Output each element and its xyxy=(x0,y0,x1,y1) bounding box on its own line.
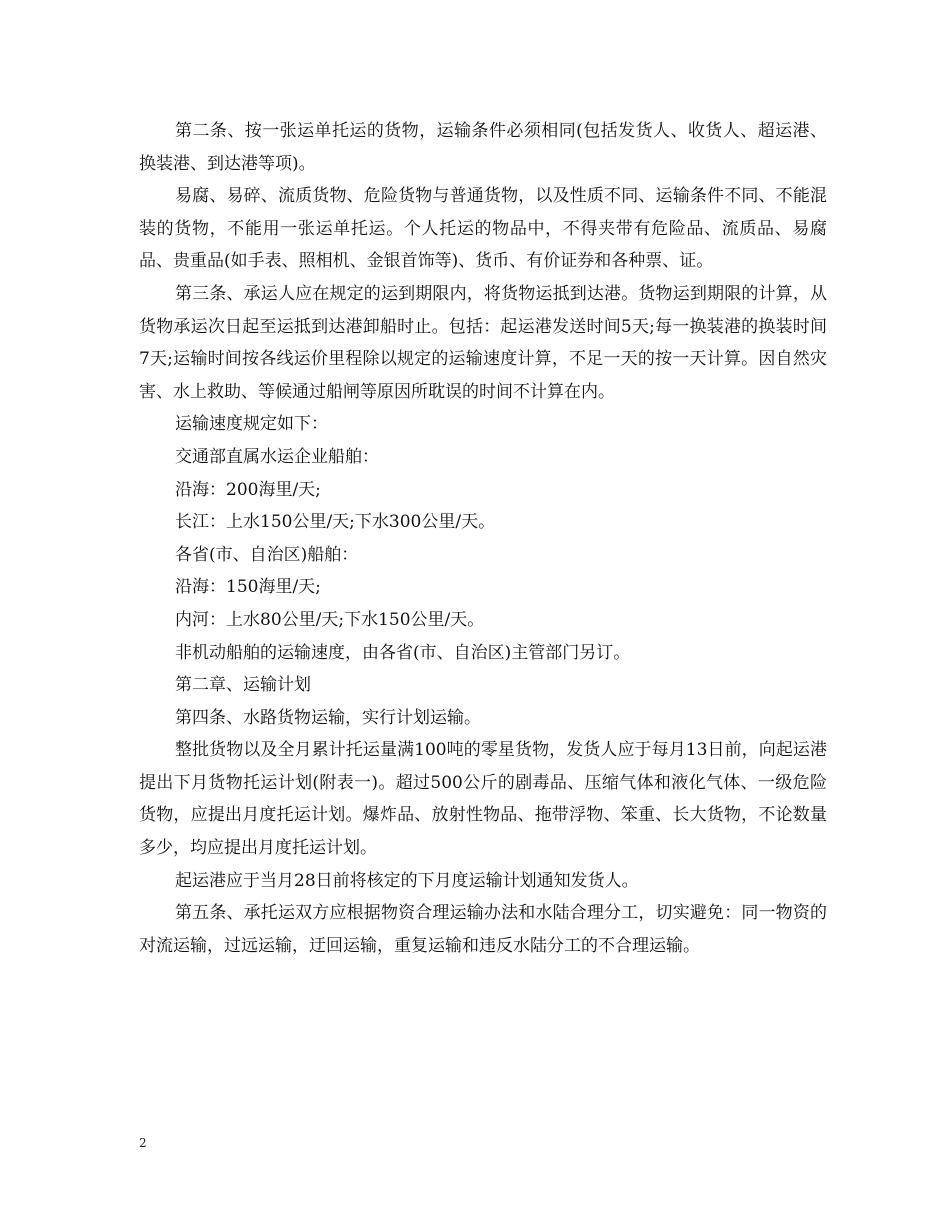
paragraph-inland-river: 内河：上水80公里/天;下水150公里/天。 xyxy=(175,609,485,630)
paragraph-provincial-ships: 各省(市、自治区)船舶： xyxy=(175,544,359,565)
paragraph-coastal-ministry: 沿海：200海里/天; xyxy=(175,479,321,500)
page-number: 2 xyxy=(139,1136,147,1150)
paragraph-article-3: 第三条、承运人应在规定的运到期限内，将货物运抵到达港。货物运到期限的计算，从货物承运次日起至运抵到达港卸船时止。包括：起运港发送时间5天;每一换装港的换装时间7天;运输时间按各线运价里程除以规定的运输速度计算，不足一天的按一天计算。因自然灾害、水上救助、等候通过船闸等原因所耽误的时间不计算在内。 xyxy=(139,283,827,402)
paragraph-article-5: 第五条、承托运双方应根据物资合理运输办法和水陆合理分工，切实避免：同一物资的对流运输，过远运输，迂回运输，重复运输和违反水陆分工的不合理运输。 xyxy=(139,903,827,956)
paragraph-yangtze: 长江：上水150公里/天;下水300公里/天。 xyxy=(175,512,496,533)
chapter-heading: 第二章、运输计划 xyxy=(175,675,311,696)
paragraph-non-motorized: 非机动船舶的运输速度，由各省(市、自治区)主管部门另订。 xyxy=(175,642,631,663)
document-body xyxy=(139,115,827,962)
paragraph-article-4: 第四条、水路货物运输，实行计划运输。 xyxy=(175,707,481,728)
paragraph-prohibited-goods: 易腐、易碎、流质货物、危险货物与普通货物，以及性质不同、运输条件不同、不能混装的货物，不能用一张运单托运。个人托运的物品中，不得夹带有危险品、流质品、易腐品、贵重品(如手表、照相机、金银首饰等)、货币、有价证券和各种票、证。 xyxy=(139,186,827,272)
paragraph-coastal-provincial: 沿海：150海里/天; xyxy=(175,577,321,598)
paragraph-monthly-plan: 整批货物以及全月累计托运量满100吨的零星货物，发货人应于每月13日前，向起运港提出下月货物托运计划(附表一)。超过500公斤的剧毒品、压缩气体和液化气体、一级危险货物，应提出月度托运计划。爆炸品、放射性物品、拖带浮物、笨重、长大货物，不论数量多少，均应提出月度托运计划。 xyxy=(139,740,827,859)
paragraph-article-2: 第二条、按一张运单托运的货物，运输条件必须相同(包括发货人、收货人、超运港、换装港、到达港等项)。 xyxy=(139,121,827,174)
paragraph-ministry-ships: 交通部直属水运企业船舶： xyxy=(175,446,379,467)
paragraph-notification: 起运港应于当月28日前将核定的下月度运输计划通知发货人。 xyxy=(175,870,639,891)
paragraph-speed-intro: 运输速度规定如下： xyxy=(175,414,328,435)
